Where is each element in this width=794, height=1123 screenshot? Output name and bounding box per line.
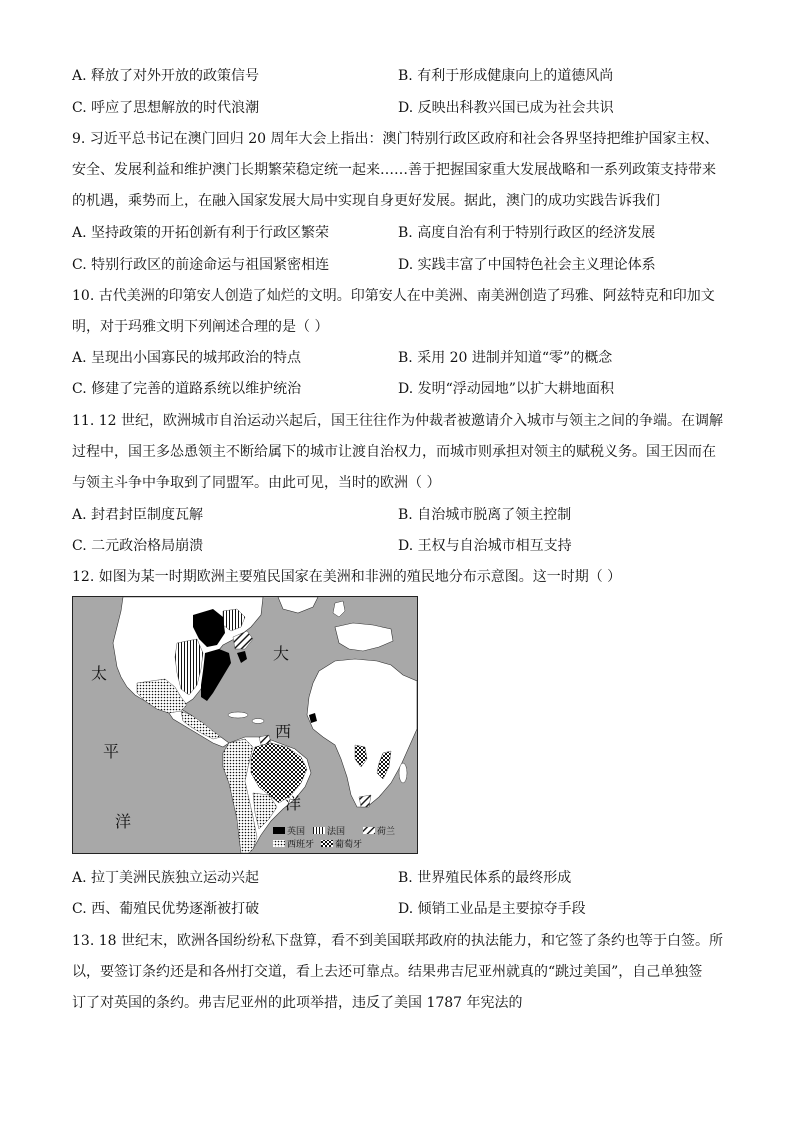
legend-label-spain: 西班牙	[287, 840, 315, 850]
hispaniola-island	[252, 719, 264, 724]
q8-option-d: D. 反映出科教兴国已成为社会共识	[398, 100, 614, 116]
q8-option-a: A. 释放了对外开放的政策信号	[72, 68, 260, 84]
q8-option-c: C. 呼应了思想解放的时代浪潮	[72, 100, 260, 116]
q9-stem-line-3: 的机遇，乘势而上，在融入国家发展大局中实现自身更好发展。据此，澳门的成功实践告诉我们	[72, 193, 660, 209]
q9-option-c: C. 特别行政区的前途命运与祖国紧密相连	[72, 257, 330, 273]
q9-option-b: B. 高度自治有利于特别行政区的经济发展	[398, 225, 656, 241]
q13-stem-line-1: 13. 18 世纪末，欧洲各国纷纷私下盘算，看不到美国联邦政府的执法能力，和它签了条约也等于白签。所	[72, 933, 723, 949]
q9-option-a: A. 坚持政策的开拓创新有利于行政区繁荣	[72, 225, 330, 241]
q11-option-a: A. 封君封臣制度瓦解	[72, 507, 204, 523]
cuba-island	[228, 712, 248, 718]
q10-option-b: B. 采用 20 进制并知道“零”的概念	[398, 350, 613, 366]
q10-stem-line-1: 10. 古代美洲的印第安人创造了灿烂的文明。印第安人在中美洲、南美洲创造了玛雅、阿兹特克和印加文	[72, 288, 715, 304]
q12-stem-line-1: 12. 如图为某一时期欧洲主要殖民国家在美洲和非洲的殖民地分布示意图。这一时期（ ）	[72, 569, 622, 585]
q11-option-b: B. 自治城市脱离了领主控制	[398, 507, 572, 523]
q9-stem-line-1: 9. 习近平总书记在澳门回归 20 周年大会上指出：澳门特别行政区政府和社会各界坚持把维护国家主权、	[72, 131, 719, 147]
legend-swatch-spain	[273, 840, 285, 847]
pacific-label-char-2: 平	[103, 742, 120, 761]
q10-option-a: A. 呈现出小国寡民的城邦政治的特点	[72, 350, 302, 366]
legend-label-netherlands: 荷兰	[377, 827, 396, 837]
q11-stem-line-2: 过程中，国王多怂恿领主不断给属下的城市让渡自治权力，而城市则承担对领主的赋税义务。国王因而在	[72, 444, 716, 460]
q10-stem-line-2: 明，对于玛雅文明下列阐述合理的是（ ）	[72, 319, 329, 335]
q11-option-d: D. 王权与自治城市相互支持	[398, 538, 572, 554]
legend-swatch-britain	[273, 827, 285, 834]
colonial-map-figure	[72, 596, 418, 854]
q12-option-c: C. 西、葡殖民优势逐渐被打破	[72, 901, 260, 917]
colonial-map	[73, 597, 417, 853]
q12-option-a: A. 拉丁美洲民族独立运动兴起	[72, 870, 260, 886]
dutch-colony-guiana	[259, 735, 271, 745]
q13-stem-line-3: 订了对英国的条约。弗吉尼亚州的此项举措，违反了美国 1787 年宪法的	[72, 995, 523, 1011]
legend-swatch-netherlands	[363, 827, 375, 834]
pacific-label-char-3: 洋	[115, 812, 132, 831]
atlantic-label-char-1: 大	[273, 644, 290, 663]
q11-option-c: C. 二元政治格局崩溃	[72, 538, 204, 554]
q12-option-d: D. 倾销工业品是主要掠夺手段	[398, 901, 586, 917]
legend-label-britain: 英国	[287, 827, 306, 837]
q12-option-b: B. 世界殖民体系的最终形成	[398, 870, 572, 886]
q10-option-d: D. 发明“浮动园地”以扩大耕地面积	[398, 381, 614, 397]
madagascar-island	[399, 763, 407, 783]
legend-swatch-france	[313, 827, 325, 834]
q8-option-b: B. 有利于形成健康向上的道德风尚	[398, 68, 614, 84]
atlantic-label-char-3: 洋	[285, 794, 302, 813]
q9-stem-line-2: 安全、发展利益和维护澳门长期繁荣稳定统一起来……善于把握国家重大发展战略和一系列政策支持带来	[72, 162, 716, 178]
q9-option-d: D. 实践丰富了中国特色社会主义理论体系	[398, 257, 656, 273]
q11-stem-line-3: 与领主斗争中争取到了同盟军。由此可见，当时的欧洲（ ）	[72, 475, 441, 491]
q11-stem-line-1: 11. 12 世纪，欧洲城市自治运动兴起后，国王往往作为仲裁者被邀请介入城市与领主之间的争端。在调解	[72, 413, 723, 429]
q13-stem-line-2: 以，要签订条约还是和各州打交道，看上去还可靠点。结果弗吉尼亚州就真的“跳过美国”，自己单独签	[72, 964, 703, 980]
dutch-colony-cape	[359, 795, 371, 807]
q10-option-c: C. 修建了完善的道路系统以维护统治	[72, 381, 302, 397]
pacific-label-char-1: 太	[91, 664, 108, 683]
atlantic-label-char-2: 西	[275, 722, 292, 741]
legend-label-portugal: 葡萄牙	[335, 840, 363, 850]
legend-label-france: 法国	[327, 827, 346, 837]
legend-swatch-portugal	[321, 840, 333, 847]
